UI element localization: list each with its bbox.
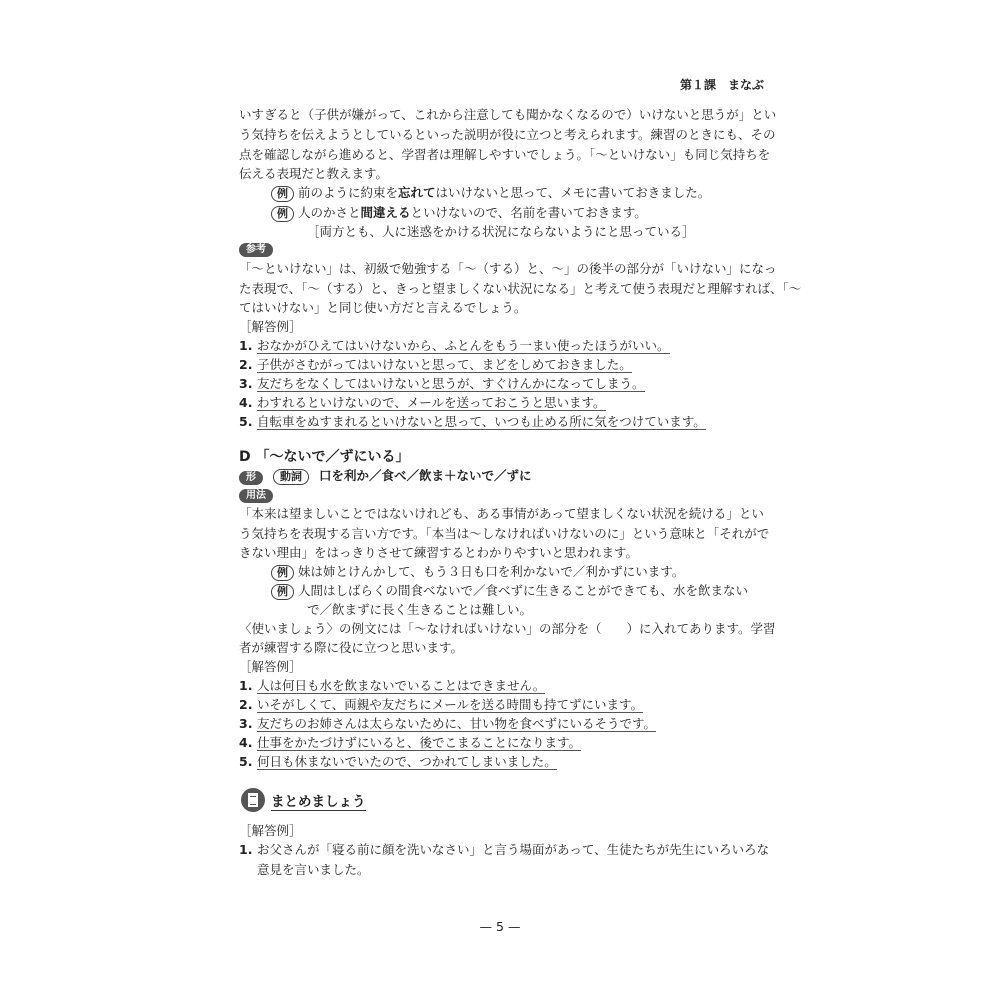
- answer-item: 4. わすれるといけないので、メールを送っておこうと思います。: [239, 395, 606, 410]
- answers-label: ［解答例］: [239, 823, 302, 838]
- example-sentence: 例 人のかさと間違えるといけないので、名前を書いておきます。: [271, 203, 647, 222]
- usage-tag-row: [239, 486, 273, 503]
- example-badge: 例: [271, 584, 294, 600]
- answer-item: 1. 人は何日も水を飲まないでいることはできません。: [239, 678, 546, 693]
- answer-item: 1. お父さんが「寝る前に顔を洗いなさい」と言う場面があって、生徒たちが先生にいろいろな: [239, 842, 770, 857]
- page-number: — 5 —: [479, 919, 521, 934]
- answer-item: 2. 子供がさむがってはいけないと思って、まどをしめておきました。: [239, 357, 632, 372]
- answers-label: ［解答例］: [239, 659, 302, 674]
- paragraph-line: う気持ちを伝えようとしているといった説明が役に立つと考えられます。練習のときにも、その: [239, 127, 776, 142]
- answer-item: 3. 友だちをなくしてはいけないと思うが、すぐけんかになってしまう。: [239, 376, 645, 391]
- example-sentence: 例 前のように約束を忘れてはいけないと思って、メモに書いておきました。: [271, 183, 710, 202]
- example-badge: 例: [271, 565, 294, 581]
- paragraph-line: た表現で、「〜（する）と、きっと望ましくない状況になる」と考えて使う表現だと理解すれば、「〜: [239, 281, 802, 296]
- example-badge: 例: [271, 206, 294, 222]
- paragraph-line: 「〜といけない」は、初級で勉強する「〜（する）と、〜」の後半の部分が「いけない」になっ: [239, 261, 777, 276]
- answers-label: ［解答例］: [239, 319, 302, 334]
- paragraph-line: 点を確認しながら進めると、学習者は理解しやすいでしょう。「〜といけない」も同じ気持ちを: [239, 147, 771, 162]
- form-tag: 形: [239, 471, 263, 485]
- answer-item: 5. 自転車をぬすまれるといけないと思って、いつも止める所に気をつけています。: [239, 414, 706, 429]
- paragraph-line: 「本来は望ましいことではないけれども、ある事情があって望ましくない状況を続ける」とい: [239, 506, 764, 521]
- answer-item: 5. 何日も休まないでいたので、つかれてしまいました。: [239, 754, 557, 769]
- answer-item-cont: 意見を言いました。: [257, 862, 370, 877]
- paragraph-line: 伝える表現だと教えます。: [239, 166, 389, 181]
- example-sentence-cont: で／飲まずに長く生きることは難しい。: [307, 602, 533, 617]
- form-row: 形 動詞 口を利か／食べ／飲ま＋ないで／ずに: [239, 466, 532, 485]
- example-sentence: 例 人間はしばらくの間食べないで／食べずに生きることができても、水を飲まない: [271, 581, 748, 600]
- reference-tag: 参考: [239, 243, 273, 257]
- paragraph-line: う気持ちを表現する言い方です。「本当は〜しなければいけないのに」という意味と「それがで: [239, 526, 770, 541]
- section-title: D 「〜ないで／ずにいる」: [239, 449, 410, 465]
- paragraph-line: 者が練習する際に役に立つと思います。: [239, 640, 464, 655]
- paragraph-line: きない理由」をはっきりさせて練習するとわかりやすいと思われます。: [239, 545, 639, 560]
- paragraph-line: てはいけない」と同じ使い方だと言えるでしょう。: [239, 300, 527, 315]
- answer-item: 2. いそがしくて、両親や友だちにメールを送る時間も持てずにいます。: [239, 697, 644, 712]
- chapter-header: 第１課 まなぶ: [679, 78, 764, 92]
- notebook-icon: [241, 788, 265, 812]
- verb-tag: 動詞: [273, 469, 309, 485]
- reference-tag-row: [239, 240, 273, 257]
- answer-item: 4. 仕事をかたづけずにいると、後でこまることになります。: [239, 735, 582, 750]
- paragraph-line: 〈使いましょう〉の例文には「〜なければいけない」の部分を（ ）に入れてあります。学習: [239, 621, 776, 636]
- answer-item: 3. 友だちのお姉さんは太らないために、甘い物を食べずにいるそうです。: [239, 716, 657, 731]
- example-sentence: 例 妹は姉とけんかして、もう３日も口を利かないで／利かずにいます。: [271, 562, 684, 581]
- answer-item: 1. おなかがひえてはいけないから、ふとんをもう一まい使ったほうがいい。: [239, 338, 670, 353]
- usage-tag: 用法: [239, 489, 273, 503]
- example-note: ［両方とも、人に迷惑をかける状況にならないようにと思っている］: [307, 224, 695, 239]
- paragraph-line: いすぎると（子供が嫌がって、これから注意しても聞かなくなるので）いけないと思うが」とい: [239, 107, 777, 122]
- summary-title: まとめましょう: [271, 790, 366, 811]
- example-badge: 例: [271, 186, 294, 202]
- summary-heading: [241, 788, 366, 812]
